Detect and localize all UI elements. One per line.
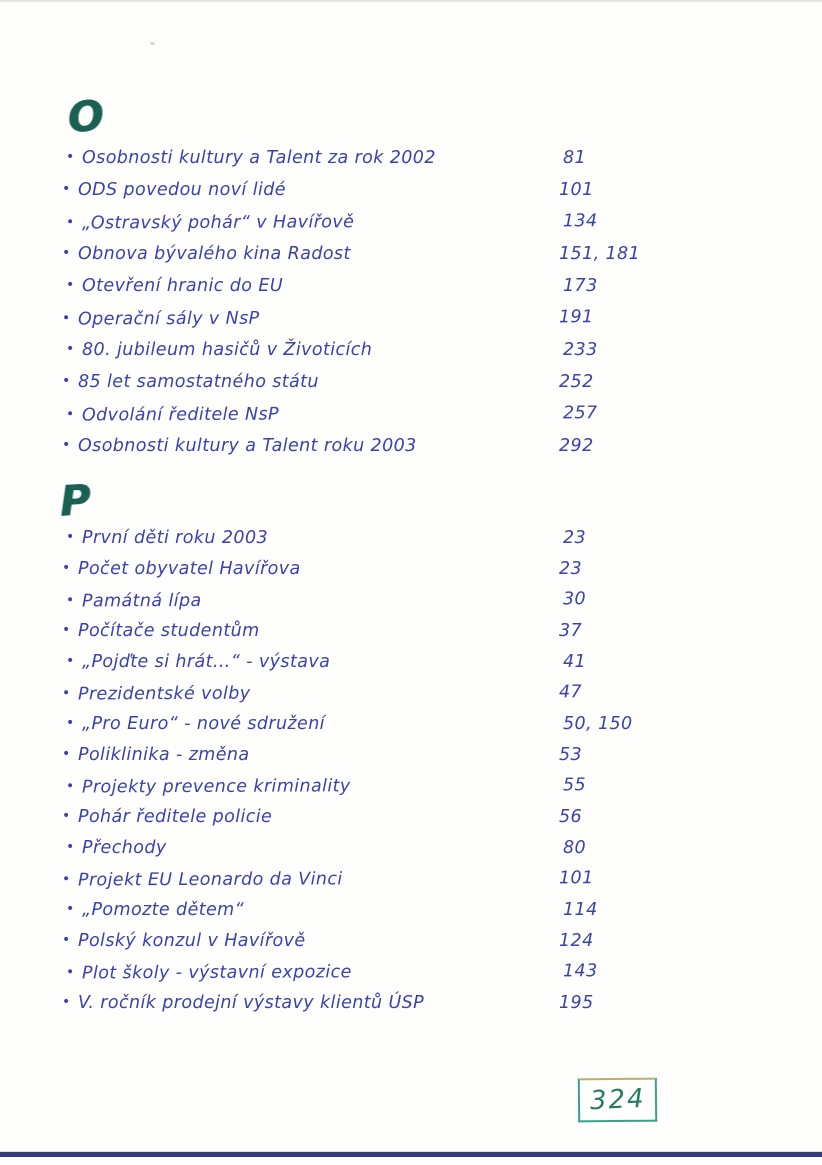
index-entry xyxy=(66,960,760,994)
entry-page-number: 53 xyxy=(559,745,583,765)
entry-title: Obnova bývalého kina Radost xyxy=(78,244,351,264)
entry-list xyxy=(60,528,760,1024)
bullet-icon: • xyxy=(65,406,75,423)
index-entry xyxy=(66,148,760,180)
bullet-icon: • xyxy=(65,592,75,609)
index-entry xyxy=(62,745,760,776)
index-entry xyxy=(62,306,760,341)
bullet-icon: • xyxy=(65,214,75,231)
bullet-icon: • xyxy=(66,277,75,293)
index-entry xyxy=(66,652,760,683)
entry-page-number: 101 xyxy=(558,868,594,889)
index-entry xyxy=(66,900,760,931)
bullet-icon: • xyxy=(66,839,75,855)
entry-page-number: 151, 181 xyxy=(559,244,641,264)
entry-title: Projekty prevence kriminality xyxy=(81,776,351,798)
bullet-icon: • xyxy=(66,653,75,669)
entry-title: V. ročník prodejní výstavy klientů ÚSP xyxy=(78,993,425,1013)
bullet-icon: • xyxy=(62,622,71,638)
scan-noise-speck xyxy=(150,42,155,45)
bullet-icon: • xyxy=(62,181,71,197)
index-entry xyxy=(66,528,760,559)
bullet-icon: • xyxy=(62,373,71,389)
bullet-icon: • xyxy=(61,685,71,702)
entry-page-number: 257 xyxy=(562,403,598,424)
page-number-stamp xyxy=(578,1078,657,1123)
index-entry xyxy=(62,436,760,468)
entry-list xyxy=(60,148,760,468)
entry-title: Poliklinika - změna xyxy=(78,745,250,765)
index-entry xyxy=(62,372,760,404)
index-entry xyxy=(66,340,760,372)
bullet-icon: • xyxy=(61,310,71,327)
entry-title: První děti roku 2003 xyxy=(82,528,269,548)
bullet-icon: • xyxy=(61,871,71,888)
entry-title: „Pomozte dětem“ xyxy=(82,900,245,920)
entry-page-number: 81 xyxy=(563,148,587,168)
bullet-icon: • xyxy=(66,715,75,731)
entry-title: Počet obyvatel Havířova xyxy=(78,559,301,579)
index-entry xyxy=(66,210,760,245)
entry-page-number: 252 xyxy=(559,372,594,392)
entry-title: Projekt EU Leonardo da Vinci xyxy=(77,869,343,891)
index-entry xyxy=(62,559,760,590)
entry-page-number: 23 xyxy=(559,559,583,579)
bullet-icon: • xyxy=(66,341,75,357)
index-entry xyxy=(62,180,760,212)
index-entry xyxy=(66,838,760,869)
index-entry xyxy=(66,714,760,745)
index-entry xyxy=(66,276,760,308)
entry-title: Prezidentské volby xyxy=(77,683,251,705)
index-entry xyxy=(62,867,760,901)
entry-page-number: 47 xyxy=(558,682,583,703)
entry-title: Přechody xyxy=(82,838,167,858)
index-entry xyxy=(62,931,760,962)
entry-page-number: 195 xyxy=(559,993,594,1013)
entry-title: 80. jubileum hasičů v Životicích xyxy=(82,340,373,360)
index-entry xyxy=(62,681,760,715)
bullet-icon: • xyxy=(65,964,75,981)
section-letter: P xyxy=(58,475,93,526)
entry-title: Památná lípa xyxy=(81,590,202,612)
index-section-o xyxy=(60,91,760,468)
bullet-icon: • xyxy=(62,932,71,948)
entry-title: „Pro Euro“ - nové sdružení xyxy=(82,714,325,734)
entry-page-number: 114 xyxy=(563,900,598,920)
entry-page-number: 101 xyxy=(559,180,594,200)
scan-top-edge xyxy=(0,0,822,3)
index-entry xyxy=(62,807,760,838)
entry-page-number: 134 xyxy=(562,211,598,232)
index-entry xyxy=(62,621,760,652)
entry-title: 85 let samostatného státu xyxy=(78,372,319,392)
entry-title: „Pojďte si hrát…“ - výstava xyxy=(82,652,331,672)
entry-page-number: 37 xyxy=(559,621,583,641)
entry-page-number: 292 xyxy=(559,436,594,456)
entry-title: Odvolání ředitele NsP xyxy=(81,404,279,426)
bullet-icon: • xyxy=(65,778,75,795)
index-entry xyxy=(66,774,760,808)
bullet-icon: • xyxy=(66,529,75,545)
entry-title: Pohár ředitele policie xyxy=(78,807,273,827)
bullet-icon: • xyxy=(62,994,71,1010)
scan-bottom-edge xyxy=(0,1152,822,1157)
entry-title: Osobnosti kultury a Talent za rok 2002 xyxy=(82,148,436,168)
bullet-icon: • xyxy=(62,560,71,576)
entry-page-number: 55 xyxy=(562,775,587,796)
entry-title: Otevření hranic do EU xyxy=(82,276,284,296)
index-entry xyxy=(62,244,760,276)
index-entry xyxy=(66,588,760,622)
bullet-icon: • xyxy=(62,808,71,824)
entry-page-number: 56 xyxy=(559,807,583,827)
entry-page-number: 233 xyxy=(563,340,598,360)
entry-page-number: 124 xyxy=(559,931,594,951)
entry-title: Polský konzul v Havířově xyxy=(78,931,306,951)
bullet-icon: • xyxy=(66,901,75,917)
entry-page-number: 41 xyxy=(563,652,587,672)
entry-page-number: 50, 150 xyxy=(563,714,633,734)
bullet-icon: • xyxy=(62,437,71,453)
bullet-icon: • xyxy=(62,746,71,762)
entry-title: Osobnosti kultury a Talent roku 2003 xyxy=(78,436,417,456)
entry-page-number: 173 xyxy=(563,276,598,296)
bullet-icon: • xyxy=(66,149,75,165)
entry-page-number: 143 xyxy=(562,961,598,982)
index-entry xyxy=(66,402,760,437)
entry-title: ODS povedou noví lidé xyxy=(78,180,286,200)
entry-title: „Ostravský pohár“ v Havířově xyxy=(81,212,355,234)
page-number: 324 xyxy=(589,1083,646,1117)
entry-page-number: 30 xyxy=(562,589,587,610)
entry-title: Plot školy - výstavní expozice xyxy=(81,962,352,984)
index-section-p xyxy=(58,475,760,1024)
section-letter: O xyxy=(66,91,105,142)
entry-page-number: 80 xyxy=(563,838,587,858)
entry-title: Počítače studentům xyxy=(78,621,260,641)
entry-title: Operační sály v NsP xyxy=(77,308,260,330)
bullet-icon: • xyxy=(62,245,71,261)
index-entry xyxy=(62,993,760,1024)
entry-page-number: 23 xyxy=(563,528,587,548)
entry-page-number: 191 xyxy=(558,307,594,328)
